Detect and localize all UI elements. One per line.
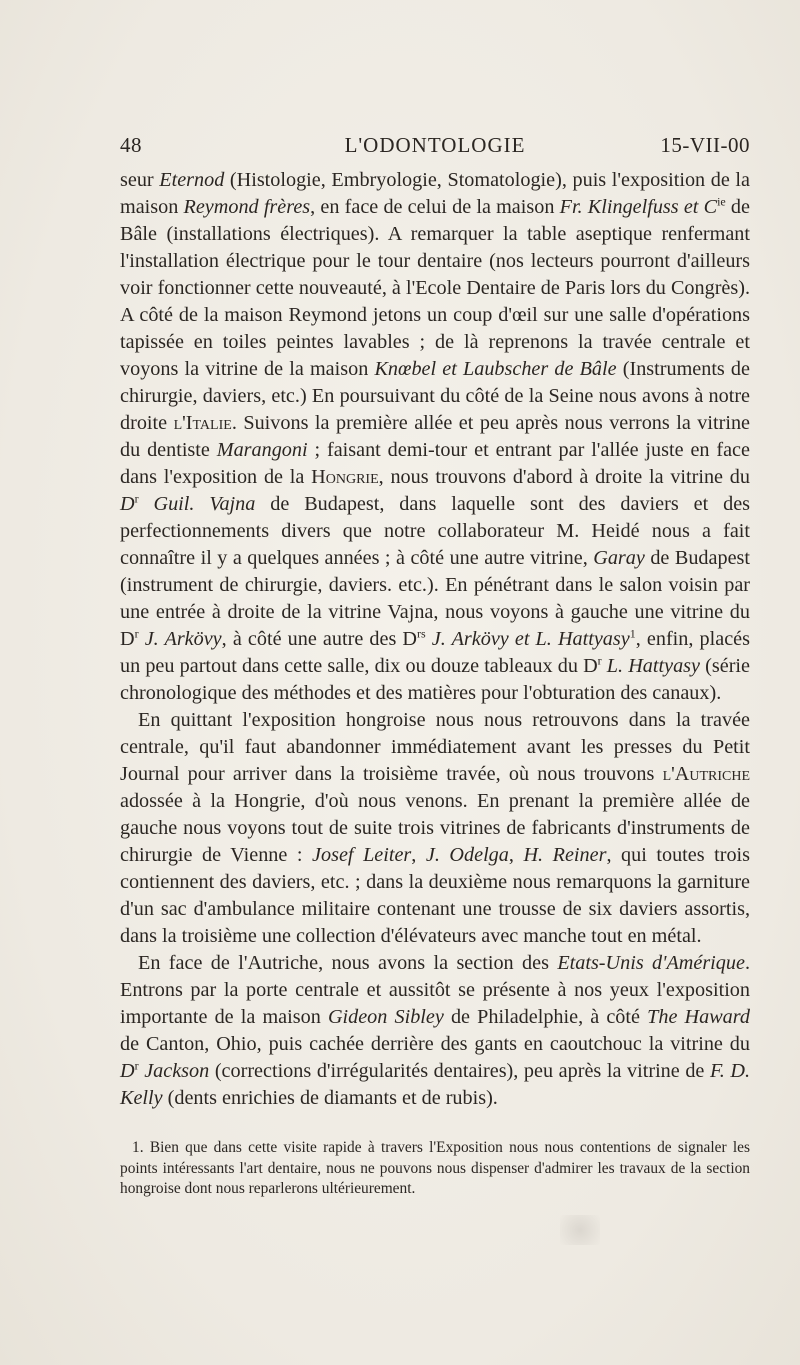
italic-run: Knœbel et Laubscher de Bâle bbox=[374, 358, 617, 380]
text-run: de Canton, Ohio, puis cachée derrière des gants en caoutchouc la vitrine du bbox=[120, 1033, 750, 1055]
text-run: (Histologie, Embryologie, Stomatologie), puis l'exposition de la maison bbox=[120, 169, 750, 218]
italic-run: J. Odelga bbox=[425, 844, 509, 866]
text-run: , bbox=[508, 844, 524, 866]
paragraph bbox=[120, 707, 750, 950]
text-run: ; faisant demi-tour et entrant par l'allée juste en face dans l'exposition de la bbox=[120, 439, 750, 488]
running-title: L'ODONTOLOGIE bbox=[344, 133, 526, 157]
text-run: de Philadelphie, à côté bbox=[443, 1006, 648, 1028]
text-run: , qui toutes trois contiennent des daviers, etc. ; dans la deuxième nous remarquons la garniture d'un sac d'ambulance militaire contenant une trousse de six daviers assortis, dans la troisième une collection d'élévateurs avec manche tout en métal. bbox=[120, 844, 751, 947]
text-run: de Budapest (instrument de chirurgie, daviers. etc.). En pénétrant dans le salon voisin par une entrée à droite de la vitrine Vajna, nous voyons à gauche une vitrine du D bbox=[120, 547, 750, 650]
italic-run: J. Arkövy et L. Hattyasy bbox=[425, 628, 630, 650]
issue-date: 15-VII-00 bbox=[660, 133, 750, 157]
italic-run: L. Hattyasy bbox=[601, 655, 700, 677]
footnote-number: 1. bbox=[132, 1139, 144, 1156]
smallcaps-run: l'Autriche bbox=[662, 763, 750, 785]
superscript-run: r bbox=[134, 1058, 139, 1073]
italic-run: Eternod bbox=[159, 169, 225, 191]
text-run: . Entrons par la porte centrale et aussitôt se présente à nos yeux l'exposition importante de la maison bbox=[120, 952, 750, 1028]
superscript-run: rs bbox=[417, 626, 426, 641]
superscript-run: 1 bbox=[629, 626, 636, 641]
footnote-text: Bien que dans cette visite rapide à travers l'Exposition nous nous contentions de signaler les points intéressants l'art dentaire, nous ne pouvons nous dispenser d'admirer les travaux de la section hongroise dont nous reparlerons ultérieurement. bbox=[120, 1139, 750, 1197]
text-run: (dents enrichies de diamants et de rubis). bbox=[162, 1087, 498, 1109]
italic-run: Fr. Klingelfuss et C bbox=[559, 196, 718, 218]
italic-run: Gideon Sibley bbox=[327, 1006, 444, 1028]
text-run: , à côté une autre des D bbox=[221, 628, 418, 650]
body-text bbox=[120, 167, 750, 1112]
text-run: (Instruments de chirurgie, daviers, etc.) En poursuivant du côté de la Seine nous avons à notre droite bbox=[120, 358, 750, 434]
text-run: , nous trouvons d'abord à droite la vitrine du bbox=[378, 466, 750, 488]
italic-run: Josef Leiter bbox=[312, 844, 412, 866]
italic-run: Reymond frères bbox=[183, 196, 311, 218]
superscript-run: r bbox=[134, 626, 139, 641]
running-header bbox=[120, 133, 750, 159]
smallcaps-run: Hongrie bbox=[311, 466, 379, 488]
italic-run: Etats-Unis d'Amérique bbox=[557, 952, 745, 974]
text-run: adossée à la Hongrie, d'où nous venons. En prenant la première allée de gauche nous voyons tout de suite trois vitrines de fabricants d'instruments de chirurgie de Vienne : bbox=[120, 790, 750, 866]
footnote bbox=[120, 1138, 750, 1200]
superscript-run: ie bbox=[717, 194, 726, 209]
text-run: seur bbox=[120, 169, 160, 191]
text-run: , enfin, placés un peu partout dans cette salle, dix ou douze tableaux du D bbox=[120, 628, 750, 677]
italic-run: Jackson bbox=[138, 1060, 210, 1082]
text-run: , bbox=[411, 844, 426, 866]
italic-run: H. Reiner bbox=[523, 844, 607, 866]
superscript-run: r bbox=[597, 653, 602, 668]
text-run: En face de l'Autriche, nous avons la section des bbox=[138, 952, 558, 974]
smallcaps-run: l'Italie bbox=[173, 412, 232, 434]
italic-run: Marangoni bbox=[216, 439, 308, 461]
superscript-run: r bbox=[134, 491, 139, 506]
page-number: 48 bbox=[120, 133, 142, 157]
text-run: . Suivons la première allée et peu après nous verrons la vitrine du dentiste bbox=[120, 412, 750, 461]
text-run: de Bâle (installations électriques). A remarquer la table aseptique renfermant l'installation électrique pour le tour dentaire (nos lecteurs pourront d'ailleurs voir fonctionner cette nouveauté, à l'Ecole Dentaire de Paris lors du Congrès). A côté de la maison Reymond jetons un coup d'œil sur une salle d'opérations tapissée en toiles peintes lavables ; de là reprenons la travée centrale et voyons la vitrine de la maison bbox=[120, 196, 750, 380]
text-run: (série chronologique des méthodes et des matières pour l'obturation des canaux). bbox=[120, 655, 750, 704]
text-run: (corrections d'irrégularités dentaires), peu après la vitrine de bbox=[209, 1060, 710, 1082]
italic-run: J. Arkövy bbox=[138, 628, 222, 650]
text-run: En quittant l'exposition hongroise nous nous retrouvons dans la travée centrale, qu'il faut abandonner immédiatement avant les presses du Petit Journal pour arriver dans la troisième travée, où nous trouvons bbox=[120, 709, 750, 785]
text-run: , en face de celui de la maison bbox=[310, 196, 560, 218]
italic-run: Garay bbox=[593, 547, 645, 569]
paragraph bbox=[120, 950, 750, 1112]
italic-run: The Haward bbox=[647, 1006, 750, 1028]
paragraph bbox=[120, 167, 750, 707]
italic-run: D bbox=[120, 493, 135, 515]
italic-run: F. D. Kelly bbox=[120, 1060, 750, 1109]
italic-run: D bbox=[120, 1060, 135, 1082]
paper-stain bbox=[560, 1215, 600, 1245]
text-run: de Budapest, dans laquelle sont des daviers et des perfectionnements divers que notre collaborateur M. Heidé nous a fait connaître il y a quelques années ; à côté une autre vitrine, bbox=[120, 493, 751, 569]
italic-run: Guil. Vajna bbox=[138, 493, 256, 515]
